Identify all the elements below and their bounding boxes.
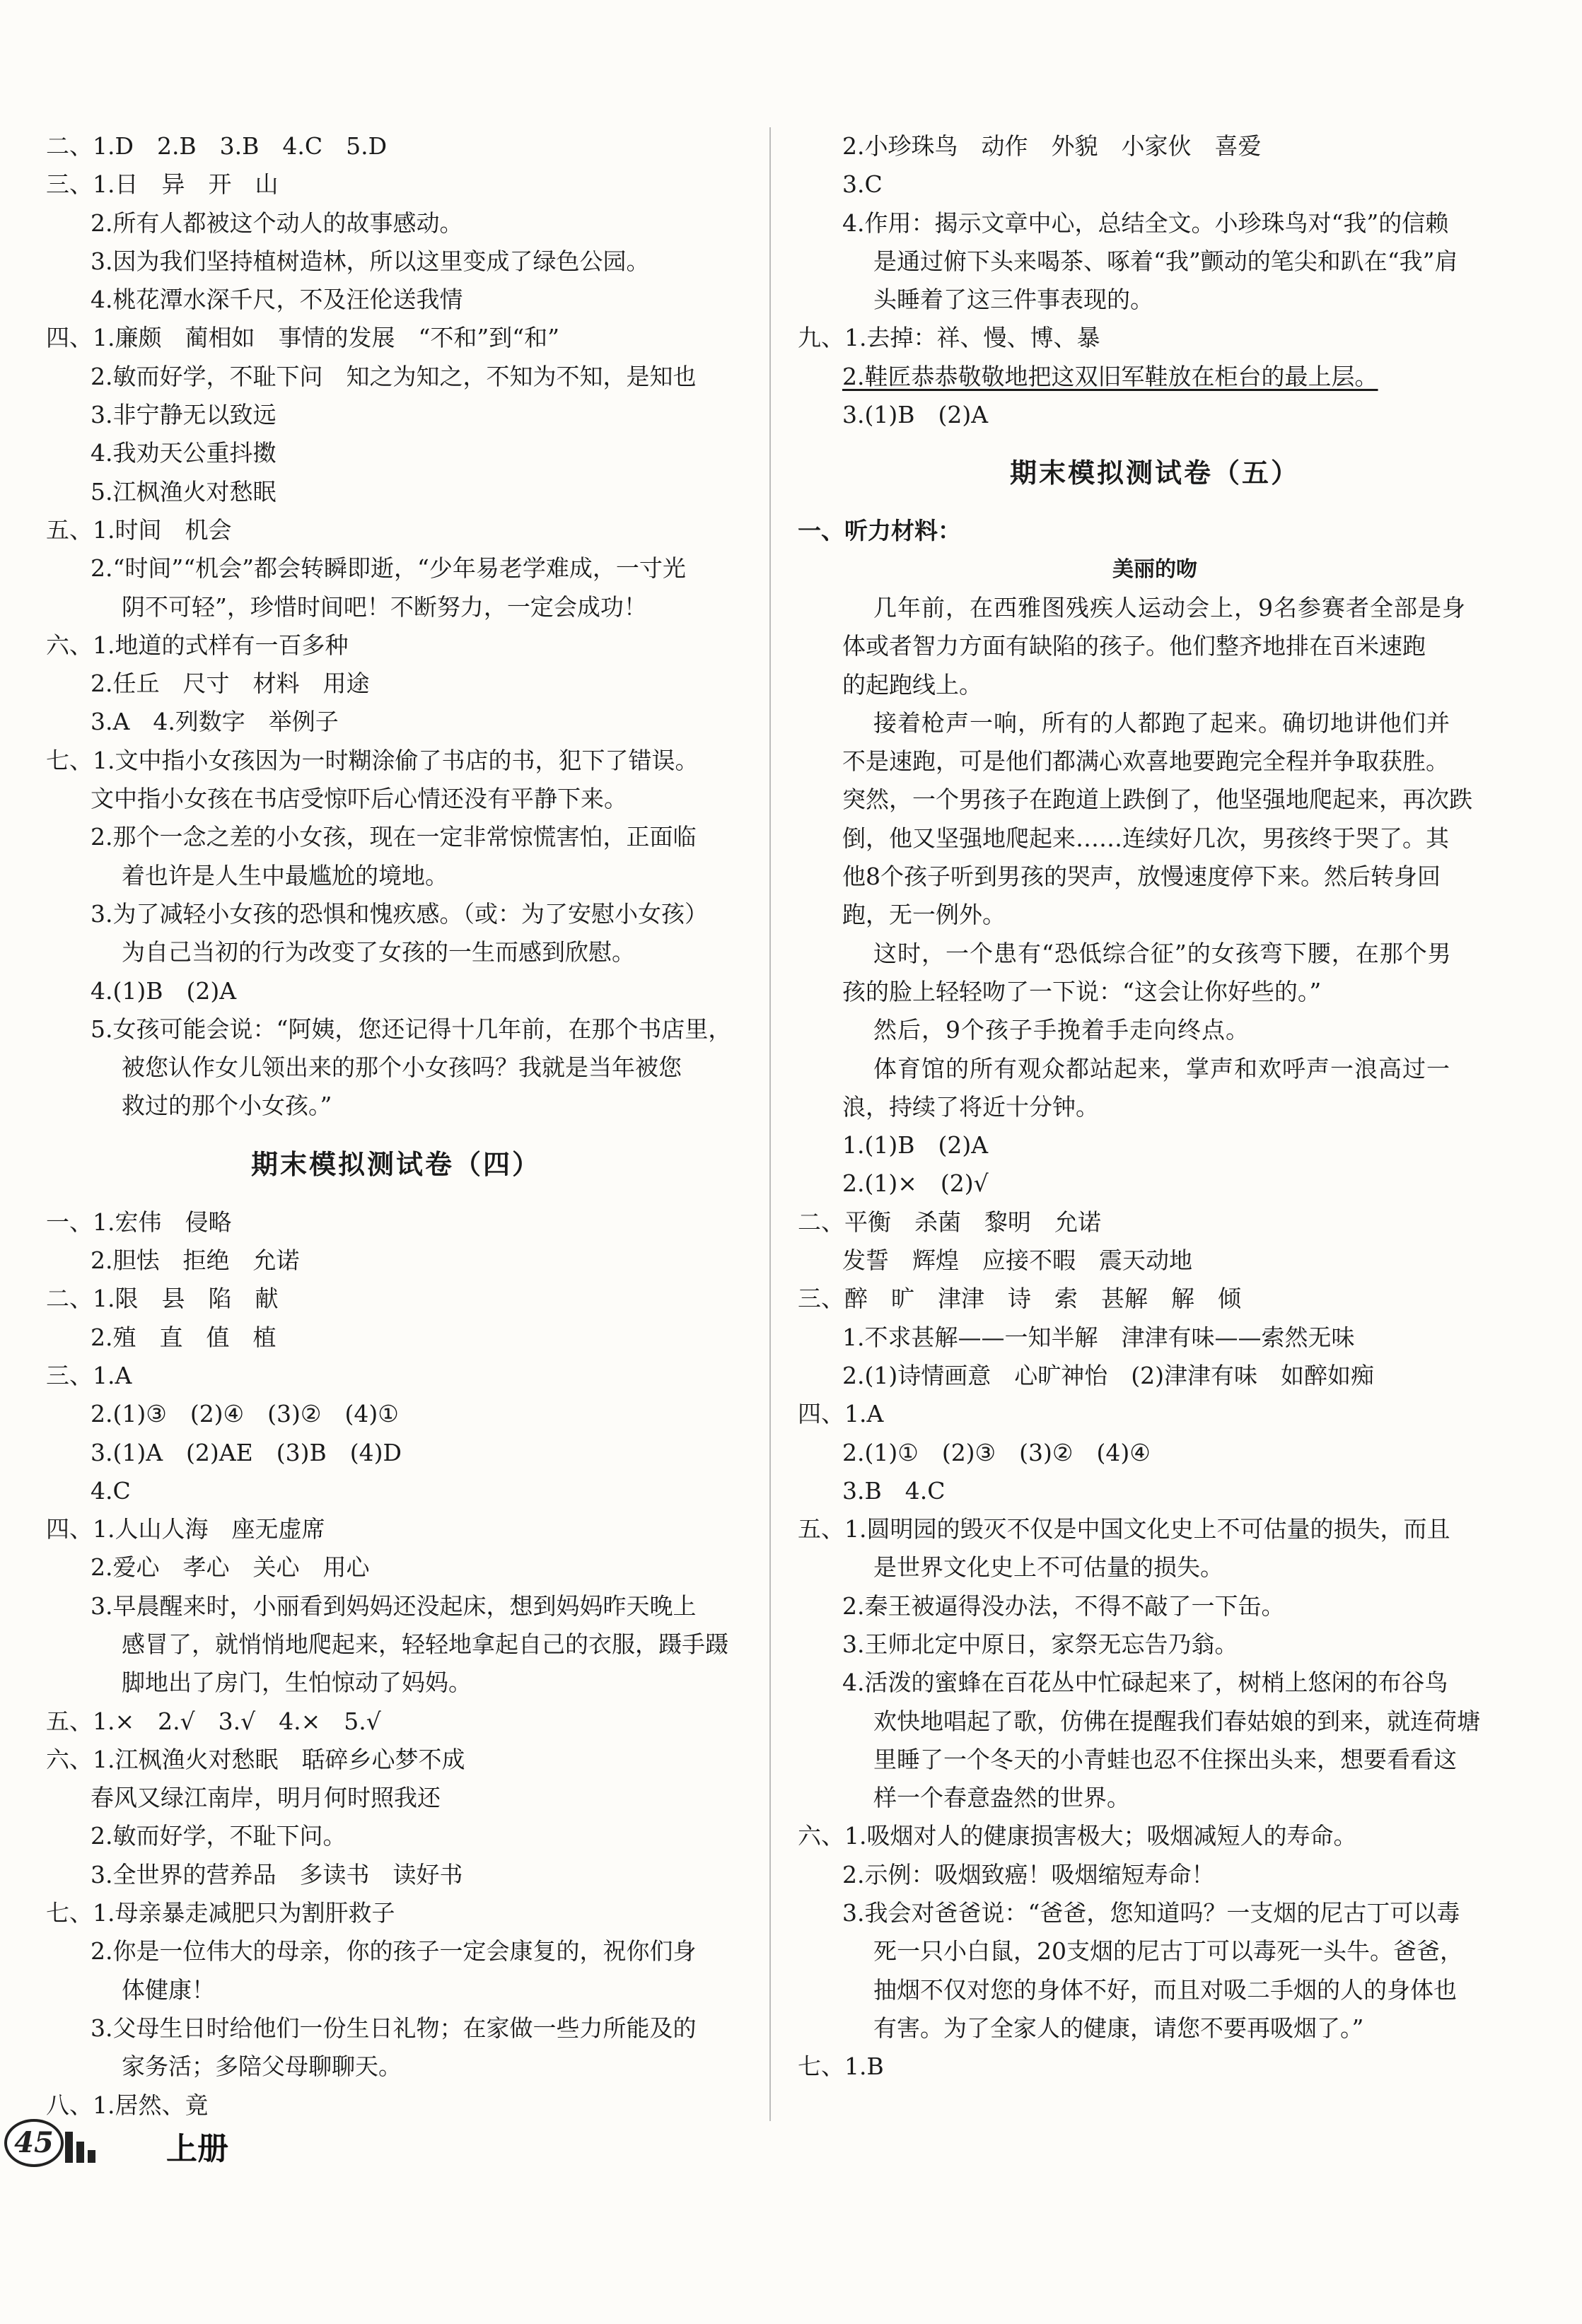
answer-line: 发誓 辉煌 应接不暇 震天动地 — [842, 1246, 1192, 1275]
answer-line: 春风又绿江南岸，明月何时照我还 — [91, 1784, 441, 1812]
answer-line: 2.(1)× (2)√ — [842, 1169, 989, 1198]
answer-line: 跑，无一例外。 — [842, 901, 1006, 929]
answer-line: 不是速跑，可是他们都满心欢喜地要跑完全程并争取获胜。 — [842, 747, 1449, 776]
answer-column-left — [46, 127, 746, 2125]
answer-line: 2.敏而好学，不耻下问。 — [91, 1822, 347, 1850]
answer-line: 3.B 4.C — [842, 1476, 946, 1505]
answer-line: 的起跑线上。 — [842, 670, 982, 699]
answer-line: 2.(1)③ (2)④ (3)② (4)① — [91, 1400, 399, 1428]
answer-line: 3.王师北定中原日，家祭无忘告乃翁。 — [842, 1630, 1238, 1658]
answer-line: 阴不可轻”，珍惜时间吧！不断努力，一定会成功！ — [122, 592, 647, 621]
answer-line: 2.秦王被逼得没办法，不得不敲了一下缶。 — [842, 1592, 1285, 1620]
answer-line: 4.桃花潭水深千尺，不及汪伦送我情 — [91, 286, 463, 314]
answer-line: 七、1.文中指小女孩因为一时糊涂偷了书店的书，犯下了错误。 — [46, 746, 699, 774]
answer-line: 四、1.A — [798, 1400, 884, 1428]
answer-line: 2.鞋匠恭恭敬敬地把这双旧军鞋放在柜台的最上层。 — [842, 362, 1378, 390]
answer-line: 1.(1)B (2)A — [842, 1131, 989, 1160]
answer-line: 三、1.A — [46, 1361, 132, 1389]
answer-line: 死一只小白鼠，20支烟的尼古丁可以毒死一头牛。爸爸， — [873, 1937, 1463, 1966]
answer-line: 脚地出了房门，生怕惊动了妈妈。 — [122, 1669, 472, 1697]
answer-line: 5.女孩可能会说：“阿姨，您还记得十几年前，在那个书店里， — [91, 1015, 732, 1043]
answer-line: 七、1.B — [798, 2053, 884, 2081]
passage-title: 美丽的吻 — [1112, 556, 1197, 582]
answer-line: 体育馆的所有观众都站起来，掌声和欢呼声一浪高过一 — [873, 1054, 1450, 1082]
answer-line: 样一个春意盎然的世界。 — [873, 1784, 1130, 1812]
answer-line: 感冒了，就悄悄地爬起来，轻轻地拿起自己的衣服，蹑手蹑 — [122, 1630, 728, 1658]
answer-line: 三、1.日 异 开 山 — [46, 170, 279, 199]
answer-line: 文中指小女孩在书店受惊吓后心情还没有平静下来。 — [91, 785, 627, 813]
answer-line: 五、1.圆明园的毁灭不仅是中国文化史上不可估量的损失，而且 — [798, 1515, 1450, 1543]
answer-line: 2.敏而好学，不耻下问 知之为知之，不知为不知，是知也 — [91, 362, 697, 390]
answer-line: 2.那个一念之差的小女孩，现在一定非常惊慌害怕，正面临 — [91, 823, 697, 851]
answer-line: 3.(1)B (2)A — [842, 401, 989, 429]
answer-line: 2.示例：吸烟致癌！吸烟缩短寿命！ — [842, 1860, 1215, 1888]
answer-line: 突然，一个男孩子在跑道上跌倒了，他坚强地爬起来，再次跌 — [842, 786, 1472, 814]
answer-line: 接着枪声一响，所有的人都跑了起来。确切地讲他们并 — [873, 708, 1450, 737]
answer-line: 三、醉 旷 津津 诗 索 甚解 解 倾 — [798, 1285, 1241, 1313]
answer-line: 3.为了减轻小女孩的恐惧和愧疚感。（或：为了安慰小女孩） — [91, 899, 708, 928]
answer-line: 六、1.地道的式样有一百多种 — [46, 631, 349, 659]
volume-label: 上册 — [166, 2131, 228, 2167]
answer-line: 一、听力材料： — [798, 517, 961, 545]
answer-line: 一、1.宏伟 侵略 — [46, 1208, 232, 1236]
answer-line: 四、1.廉颇 蔺相如 事情的发展 “不和”到“和” — [46, 324, 559, 352]
answer-line: 几年前，在西雅图残疾人运动会上，9名参赛者全部是身 — [873, 593, 1466, 621]
answer-line: 4.活泼的蜜蜂在百花丛中忙碌起来了，树梢上悠闲的布谷鸟 — [842, 1669, 1448, 1697]
answer-line: 2.殖 直 值 植 — [91, 1323, 277, 1351]
section-title: 期末模拟测试卷（五） — [1009, 457, 1300, 489]
section-title: 期末模拟测试卷（四） — [250, 1148, 541, 1180]
answer-line: 九、1.去掉：祥、慢、博、暴 — [798, 324, 1100, 352]
answer-line: 4.作用：揭示文章中心，总结全文。小珍珠鸟对“我”的信赖 — [842, 209, 1449, 237]
answer-line: 这时，一个患有“恐低综合征”的女孩弯下腰，在那个男 — [873, 939, 1452, 967]
answer-line: 里睡了一个冬天的小青蛙也忍不住探出头来，想要看看这 — [873, 1745, 1457, 1773]
answer-line: 5.江枫渔火对愁眠 — [91, 477, 277, 506]
answer-line: 五、1.× 2.√ 3.√ 4.× 5.√ — [46, 1707, 381, 1735]
answer-line: 有害。为了全家人的健康，请您不要再吸烟了。” — [873, 2014, 1364, 2042]
answer-line: 五、1.时间 机会 — [46, 515, 232, 544]
answer-line: 头睡着了这三件事表现的。 — [873, 286, 1153, 314]
answer-line: 然后，9个孩子手挽着手走向终点。 — [873, 1016, 1250, 1044]
answer-line: 3.非宁静无以致远 — [91, 401, 277, 429]
answer-line: 2.任丘 尺寸 材料 用途 — [91, 670, 370, 698]
answer-line: 2.爱心 孝心 关心 用心 — [91, 1553, 370, 1582]
answer-line: 六、1.江枫渔火对愁眠 聒碎乡心梦不成 — [46, 1745, 465, 1773]
answer-line: 孩的脸上轻轻吻了一下说：“这会让你好些的。” — [842, 977, 1322, 1005]
answer-line: 救过的那个小女孩。” — [122, 1092, 332, 1120]
answer-line: 2.(1)① (2)③ (3)② (4)④ — [842, 1438, 1151, 1466]
answer-line: 体或者智力方面有缺陷的孩子。他们整齐地排在百米速跑 — [842, 632, 1426, 660]
answer-line: 4.C — [91, 1476, 131, 1505]
answer-line: 是通过俯下头来喝茶、啄着“我”颤动的笔尖和趴在“我”肩 — [873, 247, 1458, 275]
answer-line: 4.(1)B (2)A — [91, 976, 237, 1005]
answer-line: 3.A 4.列数字 举例子 — [91, 708, 339, 736]
answer-line: 2.(1)诗情画意 心旷神怡 (2)津津有味 如醉如痴 — [842, 1361, 1374, 1389]
column-divider — [769, 127, 771, 2121]
answer-line: 3.早晨醒来时，小丽看到妈妈还没起床，想到妈妈昨天晚上 — [91, 1592, 697, 1620]
answer-line: 3.因为我们坚持植树造林，所以这里变成了绿色公园。 — [91, 247, 650, 275]
answer-line: 1.不求甚解——一知半解 津津有味——索然无味 — [842, 1323, 1355, 1351]
answer-line: 抽烟不仅对您的身体不好，而且对吸二手烟的人的身体也 — [873, 1975, 1457, 2004]
answer-line: 家务活；多陪父母聊聊天。 — [122, 2053, 402, 2081]
answer-line: 2.小珍珠鸟 动作 外貌 小家伙 喜爱 — [842, 132, 1262, 160]
answer-line: 他8个孩子听到男孩的哭声，放慢速度停下来。然后转身回 — [842, 863, 1441, 891]
answer-line: 3.全世界的营养品 多读书 读好书 — [91, 1860, 463, 1888]
answer-line: 欢快地唱起了歌，仿佛在提醒我们春姑娘的到来，就连荷塘 — [873, 1707, 1480, 1735]
answer-line: 二、1.限 县 陷 献 — [46, 1285, 279, 1313]
answer-line: 2.所有人都被这个动人的故事感动。 — [91, 209, 463, 237]
answer-line: 4.我劝天公重抖擞 — [91, 439, 277, 467]
bars-icon — [65, 2132, 98, 2163]
answer-line: 着也许是人生中最尴尬的境地。 — [122, 861, 448, 889]
answer-column-right — [798, 127, 1512, 2086]
answer-line: 倒，他又坚强地爬起来……连续好几次，男孩终于哭了。其 — [842, 824, 1449, 852]
answer-line: 3.C — [842, 170, 883, 199]
answer-line: 被您认作女儿领出来的那个小女孩吗？我就是当年被您 — [122, 1053, 682, 1082]
answer-line: 浪，持续了将近十分钟。 — [842, 1092, 1099, 1121]
answer-line: 2.你是一位伟大的母亲，你的孩子一定会康复的，祝你们身 — [91, 1937, 697, 1966]
answer-line: 2.胆怯 拒绝 允诺 — [91, 1246, 300, 1275]
answer-line: 二、1.D 2.B 3.B 4.C 5.D — [46, 132, 388, 160]
answer-line: 二、平衡 杀菌 黎明 允诺 — [798, 1208, 1101, 1236]
answer-line: 是世界文化史上不可估量的损失。 — [873, 1553, 1223, 1582]
page-number: 45 — [4, 2119, 64, 2167]
answer-line: 3.父母生日时给他们一份生日礼物；在家做一些力所能及的 — [91, 2014, 697, 2042]
answer-line: 为自己当初的行为改变了女孩的一生而感到欣慰。 — [122, 938, 635, 967]
answer-line: 四、1.人山人海 座无虚席 — [46, 1515, 325, 1543]
answer-line: 七、1.母亲暴走减肥只为割肝救子 — [46, 1899, 395, 1927]
answer-line: 3.我会对爸爸说：“爸爸，您知道吗？一支烟的尼古丁可以毒 — [842, 1899, 1460, 1927]
answer-line: 体健康！ — [122, 1975, 215, 2004]
answer-line: 3.(1)A (2)AE (3)B (4)D — [91, 1438, 402, 1466]
answer-line: 八、1.居然、竟 — [46, 2091, 209, 2119]
answer-line: 2.“时间”“机会”都会转瞬即逝，“少年易老学难成，一寸光 — [91, 554, 686, 583]
answer-line: 六、1.吸烟对人的健康损害极大；吸烟减短人的寿命。 — [798, 1822, 1357, 1850]
page-footer — [0, 2110, 354, 2188]
